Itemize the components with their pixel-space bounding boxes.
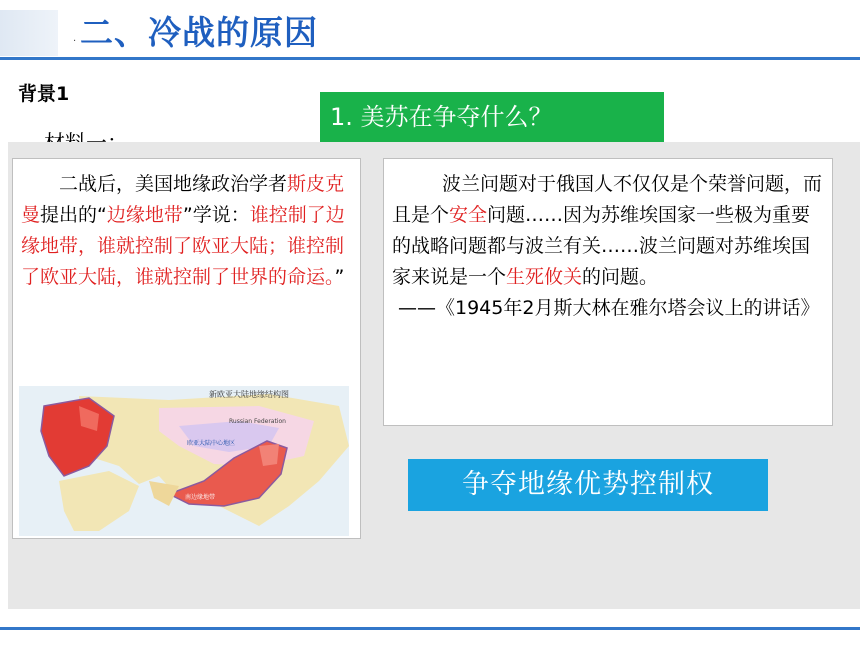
map-title: 新欧亚大陆地缘结构图	[209, 390, 289, 399]
quote-life-and-death: 生死攸关	[506, 266, 583, 288]
map-label-heartland: 欧亚大陆中心地区	[187, 440, 236, 447]
map-label-russia: Russian Federation	[229, 418, 286, 425]
rimland-quote: 谁控制了边缘地带，谁就控制了欧亚大陆；谁控制了欧亚大陆，谁就控制了世界的命运。	[21, 204, 345, 288]
stalin-quote-text	[392, 169, 822, 324]
title-bar	[0, 6, 860, 61]
stalin-quote-card	[383, 158, 833, 426]
background-label: 背景1	[18, 83, 70, 105]
material-one-card	[12, 158, 361, 539]
quote-security: 安全	[449, 204, 488, 226]
material-one-text	[21, 169, 357, 293]
material-one-close: ”	[334, 266, 345, 288]
eurasia-map-image	[19, 386, 349, 536]
quote-part-3: 的问题。	[582, 266, 659, 288]
rimland-term: 边缘地带	[106, 204, 183, 226]
eurasia-map-svg	[19, 386, 349, 536]
answer-banner: 争夺地缘优势控制权	[408, 459, 768, 511]
page-title: 二、冷战的原因	[80, 13, 318, 52]
question-banner: 1. 美苏在争夺什么？	[320, 92, 664, 142]
spykman-name: 斯皮克曼	[21, 173, 345, 226]
title-dot: ·	[73, 36, 77, 47]
material-one-theory: ”学说：	[182, 204, 250, 226]
material-one-intro: 二战后，美国地缘政治学者	[59, 173, 288, 195]
quote-part-2: 问题……因为苏维埃国家一些极为重要的战略问题都与波兰有关……波兰问题对苏维埃国家来说是一个	[392, 204, 811, 288]
title-accent-block	[0, 10, 58, 56]
quote-part-1: 波兰问题对于俄国人不仅仅是个荣誉问题，而且是个	[392, 173, 823, 226]
quote-source: ——《1945年2月斯大林在雅尔塔会议上的讲话》	[398, 297, 820, 319]
material-one-mid: 提出的“	[40, 204, 107, 226]
bottom-rule	[0, 627, 860, 630]
title-underline	[0, 57, 860, 60]
map-label-rimland: 南边缘地带	[185, 494, 216, 501]
